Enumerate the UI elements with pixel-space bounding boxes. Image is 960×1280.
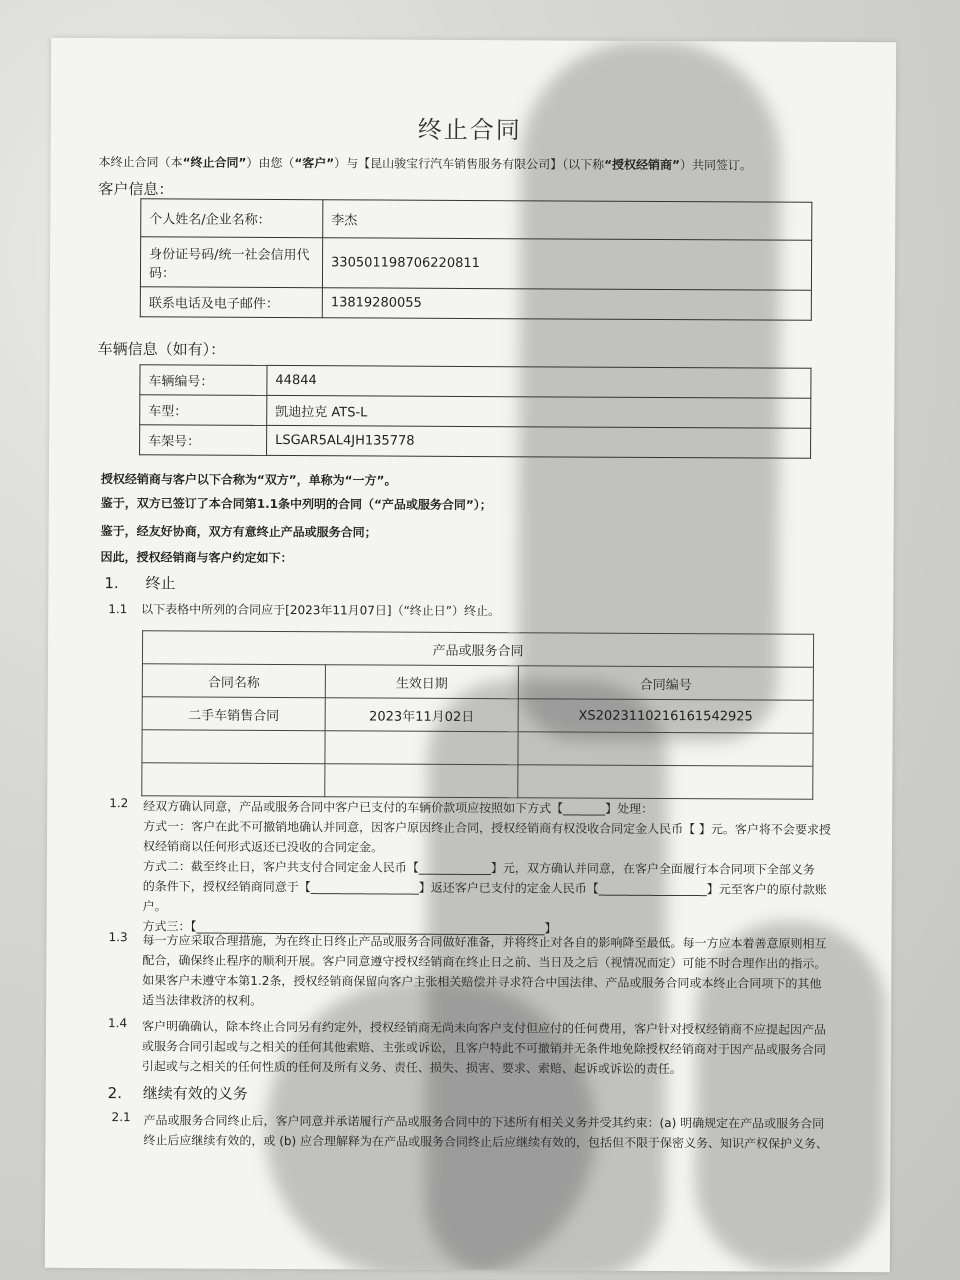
field-value: 凯迪拉克 ATS-L	[267, 395, 811, 428]
table-row	[140, 395, 811, 429]
table-header-row	[142, 664, 813, 701]
vehicle-info-heading: 车辆信息（如有）：	[97, 340, 226, 359]
clause-2-1	[143, 1110, 843, 1154]
field-label: 身份证号码/统一社会信用代码：	[140, 237, 322, 288]
customer-info-heading: 客户信息：	[98, 180, 174, 199]
clause-line: 权经销商以任何形式返还已没收的合同定金。	[142, 839, 384, 855]
table-cell	[518, 732, 813, 767]
clause-line: 经双方确认同意，产品或服务合同中客户已支付的车辆价款项应按照如下方式【_______】处理：	[143, 799, 654, 816]
clause-1-4	[142, 1016, 842, 1080]
clause-number: 2.1	[111, 1110, 131, 1125]
clause-number: 1.4	[108, 1016, 128, 1031]
field-label: 车辆编号：	[140, 365, 267, 396]
whereas-clause-2: 鉴于，经友好协商，双方有意终止产品或服务合同；	[100, 524, 377, 540]
field-label: 联系电话及电子邮件：	[140, 287, 322, 318]
customer-info-table	[140, 198, 813, 321]
section-1-heading	[104, 572, 175, 593]
clause-number: 1.3	[108, 930, 128, 945]
table-row	[140, 365, 811, 399]
therefore-clause: 因此，授权经销商与客户约定如下：	[100, 550, 293, 566]
clause-line: 终止后应继续有效的，或 (b) 应合理解释为在产品或服务合同终止后应继续有效的，包括但不限于保密义务、知识产权保护义务、	[143, 1133, 829, 1151]
clause-line: 适当法律救济的权利。	[142, 993, 263, 1008]
clause-1-3	[142, 930, 842, 1014]
section-title: 继续有效的义务	[142, 1084, 248, 1103]
table-row	[141, 199, 812, 241]
document-page	[45, 38, 896, 1272]
clause-number: 1.1	[108, 602, 128, 617]
table-cell: 2023年11月02日	[325, 698, 518, 732]
clause-number: 1.2	[109, 796, 129, 811]
field-value: LSGAR5AL4JH135778	[267, 425, 811, 458]
vehicle-info-table	[139, 364, 811, 459]
clause-text: 以下表格中所列的合同应于[2023年11月07日]（“终止日”）终止。	[141, 602, 501, 619]
clause-line: 如果客户未遵守本第1.2条，授权经销商保留向客户主张相关赔偿并寻求符合中国法律、产品或服务合同或本终止合同项下的其他	[142, 973, 822, 991]
table-row	[140, 425, 811, 459]
field-value: 330501198706220811	[322, 238, 811, 291]
column-header: 合同编号	[518, 666, 813, 701]
section-number: 1.	[104, 574, 119, 593]
table-cell	[518, 765, 813, 800]
field-value: 李杰	[323, 200, 812, 241]
field-value: 44844	[267, 365, 811, 398]
table-row	[140, 237, 811, 291]
contract-table	[141, 630, 814, 800]
table-cell	[142, 763, 325, 797]
table-caption-row	[142, 631, 813, 668]
parties-definition: 授权经销商与客户以下合称为“双方”，单称为“一方”。	[100, 472, 397, 488]
section-title: 终止	[145, 574, 176, 593]
field-label: 个人姓名/企业名称：	[141, 199, 323, 238]
table-row	[142, 697, 813, 734]
table-cell: XS2023110216161542925	[518, 699, 813, 734]
clause-line: 方式二：截至终止日，客户共支付合同定金人民币【____________】元，双方确认并同意，在客户全面履行本合同项下全部义务	[142, 859, 815, 877]
section-number: 2.	[107, 1084, 123, 1103]
table-cell	[325, 731, 518, 765]
table-row	[142, 730, 813, 767]
clause-line: 客户明确确认，除本终止合同另有约定外，授权经销商无尚未向客户支付但应付的任何费用，客户针对授权经销商不应提起因产品	[142, 1019, 827, 1037]
table-row	[142, 763, 813, 800]
clause-line: 引起或与之相关的任何性质的任何及所有义务、责任、损失、损害、要求、索赔、起诉或诉讼的责任。	[141, 1059, 682, 1077]
intro-paragraph: 本终止合同（本“终止合同”）由您（“客户”）与【昆山骏宝行汽车销售服务有限公司】（以下称“授权经销商”）共同签订。	[98, 155, 753, 173]
clause-line: 的条件下，授权经销商同意于【__________________】返还客户已支付的定金人民币【__________________】元至客户的原付款账	[142, 879, 827, 897]
clause-1-2	[143, 796, 844, 940]
column-header: 合同名称	[142, 664, 325, 698]
clause-line: 或服务合同引起或与之相关的任何其他索赔、主张或诉讼，且客户特此不可撤销并无条件地免除授权经销商对于因产品或服务合同	[141, 1039, 826, 1057]
table-row	[140, 287, 811, 321]
table-cell	[325, 764, 518, 798]
field-label: 车型：	[140, 395, 267, 426]
document-title: 终止合同	[417, 115, 522, 145]
clause-line: 方式三：【__________________________________________________________】	[142, 919, 557, 936]
clause-line: 配合，确保终止程序的顺利开展。客户同意遵守授权经销商在终止日之前、当日及之后（视情况而定）可能不时合理作出的指示。	[142, 953, 827, 971]
clause-line: 每一方应采取合理措施，为在终止日终止产品或服务合同做好准备，并将终止对各自的影响降至最低。每一方应本着善意原则相互	[142, 933, 827, 951]
whereas-clause-1: 鉴于，双方已签订了本合同第1.1条中列明的合同（“产品或服务合同”）；	[100, 496, 492, 513]
column-header: 生效日期	[325, 665, 518, 699]
field-label: 车架号：	[140, 425, 267, 456]
section-2-heading	[108, 1082, 248, 1104]
table-cell: 二手车销售合同	[142, 697, 325, 731]
clause-line: 方式一：客户在此不可撤销地确认并同意，因客户原因终止合同，授权经销商有权没收合同定金人民币【 】元。客户将不会要求授	[143, 819, 831, 837]
table-caption: 产品或服务合同	[142, 631, 813, 668]
clause-line: 户。	[142, 899, 167, 914]
table-cell	[142, 730, 325, 764]
field-value: 13819280055	[322, 288, 811, 321]
clause-line: 产品或服务合同终止后，客户同意并承诺履行产品或服务合同中的下述所有相关义务并受其约束：(a) 明确规定在产品或服务合同	[143, 1113, 825, 1131]
clause-1-1	[108, 600, 500, 619]
